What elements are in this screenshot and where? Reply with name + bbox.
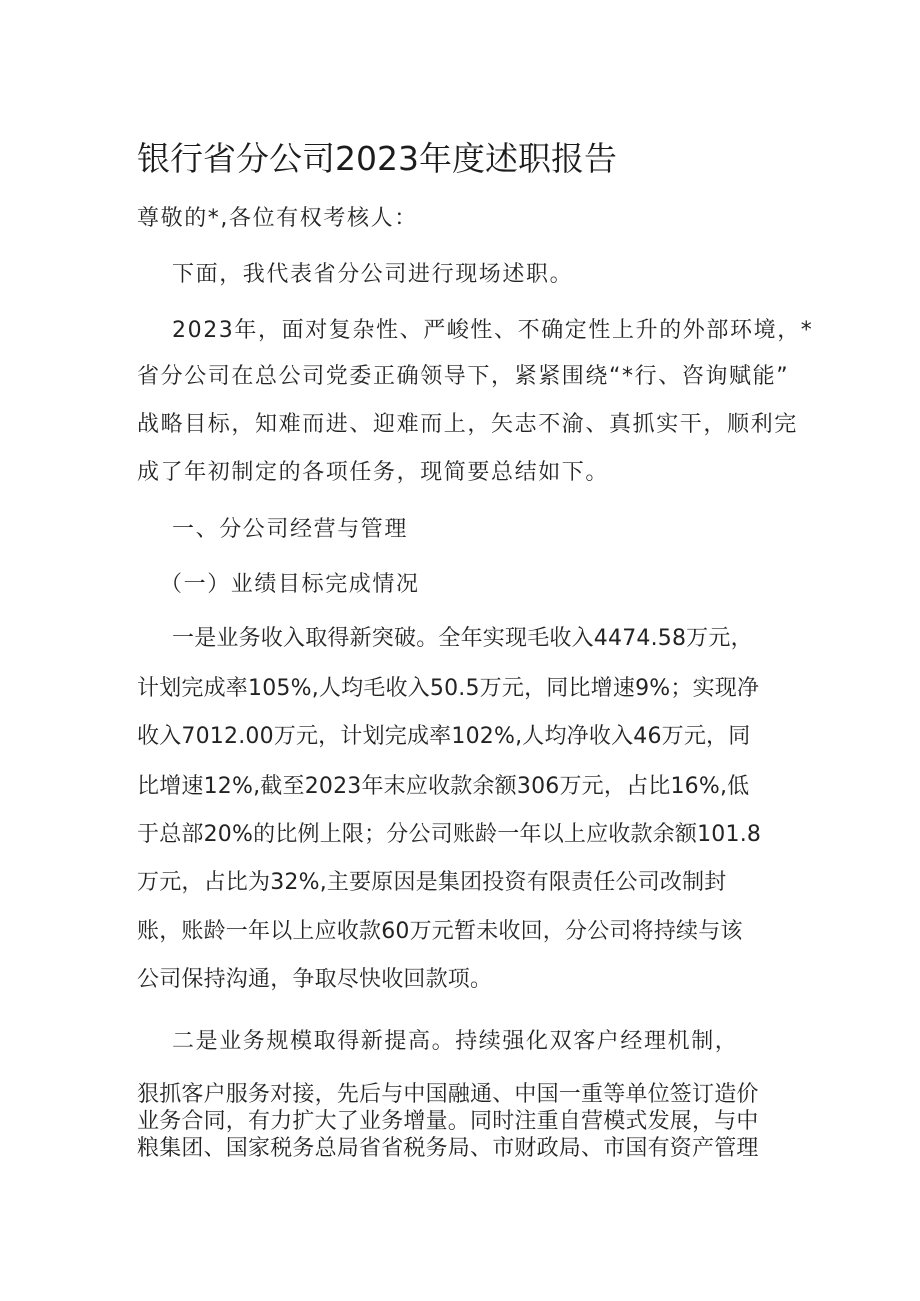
document-title: 银行省分公司2023年度述职报告 xyxy=(137,139,617,178)
paragraph-line: 战略目标，知难而进、迎难而上，矢志不渝、真抓实干，顺利完 xyxy=(137,412,798,437)
subsection-heading: （一）业绩目标完成情况 xyxy=(160,572,420,597)
paragraph-line: 计划完成率105%,人均毛收入50.5万元，同比增速9%；实现净 xyxy=(137,676,760,701)
paragraph-line: 公司保持沟通，争取尽快收回款项。 xyxy=(137,967,493,992)
paragraph-line: 业务合同，有力扩大了业务增量。同时注重自营模式发展，与中 xyxy=(137,1109,759,1134)
paragraph-line: 收入7012.00万元，计划完成率102%,人均净收入46万元，同 xyxy=(137,724,751,749)
section-heading: 一、分公司经营与管理 xyxy=(172,517,409,542)
paragraph-line: 成了年初制定的各项任务，现简要总结如下。 xyxy=(137,460,610,485)
paragraph-line: 省分公司在总公司党委正确领导下，紧紧围绕“*行、咨询赋能” xyxy=(137,364,790,389)
paragraph-line: 账，账龄一年以上应收款60万元暂未收回，分公司将持续与该 xyxy=(137,919,743,944)
paragraph-line: 狠抓客户服务对接，先后与中国融通、中国一重等单位签订造价 xyxy=(137,1082,759,1107)
paragraph-line: 一是业务收入取得新突破。全年实现毛收入4474.58万元， xyxy=(172,626,753,651)
paragraph-line: 万元，占比为32%,主要原因是集团投资有限责任公司改制封 xyxy=(137,870,727,895)
paragraph-intro: 下面，我代表省分公司进行现场述职。 xyxy=(172,262,574,287)
paragraph-line: 比增速12%,截至2023年末应收款余额306万元，占比16%,低 xyxy=(137,774,750,799)
paragraph-line: 二是业务规模取得新提高。持续强化双客户经理机制， xyxy=(172,1029,739,1054)
paragraph-line: 于总部20%的比例上限；分公司账龄一年以上应收款余额101.8 xyxy=(137,822,762,847)
salutation: 尊敬的*,各位有权考核人： xyxy=(137,206,418,231)
paragraph-line: 粮集团、国家税务总局省省税务局、市财政局、市国有资产管理 xyxy=(137,1136,759,1161)
paragraph-line: 2023年，面对复杂性、严峻性、不确定性上升的外部环境，* xyxy=(172,318,814,343)
